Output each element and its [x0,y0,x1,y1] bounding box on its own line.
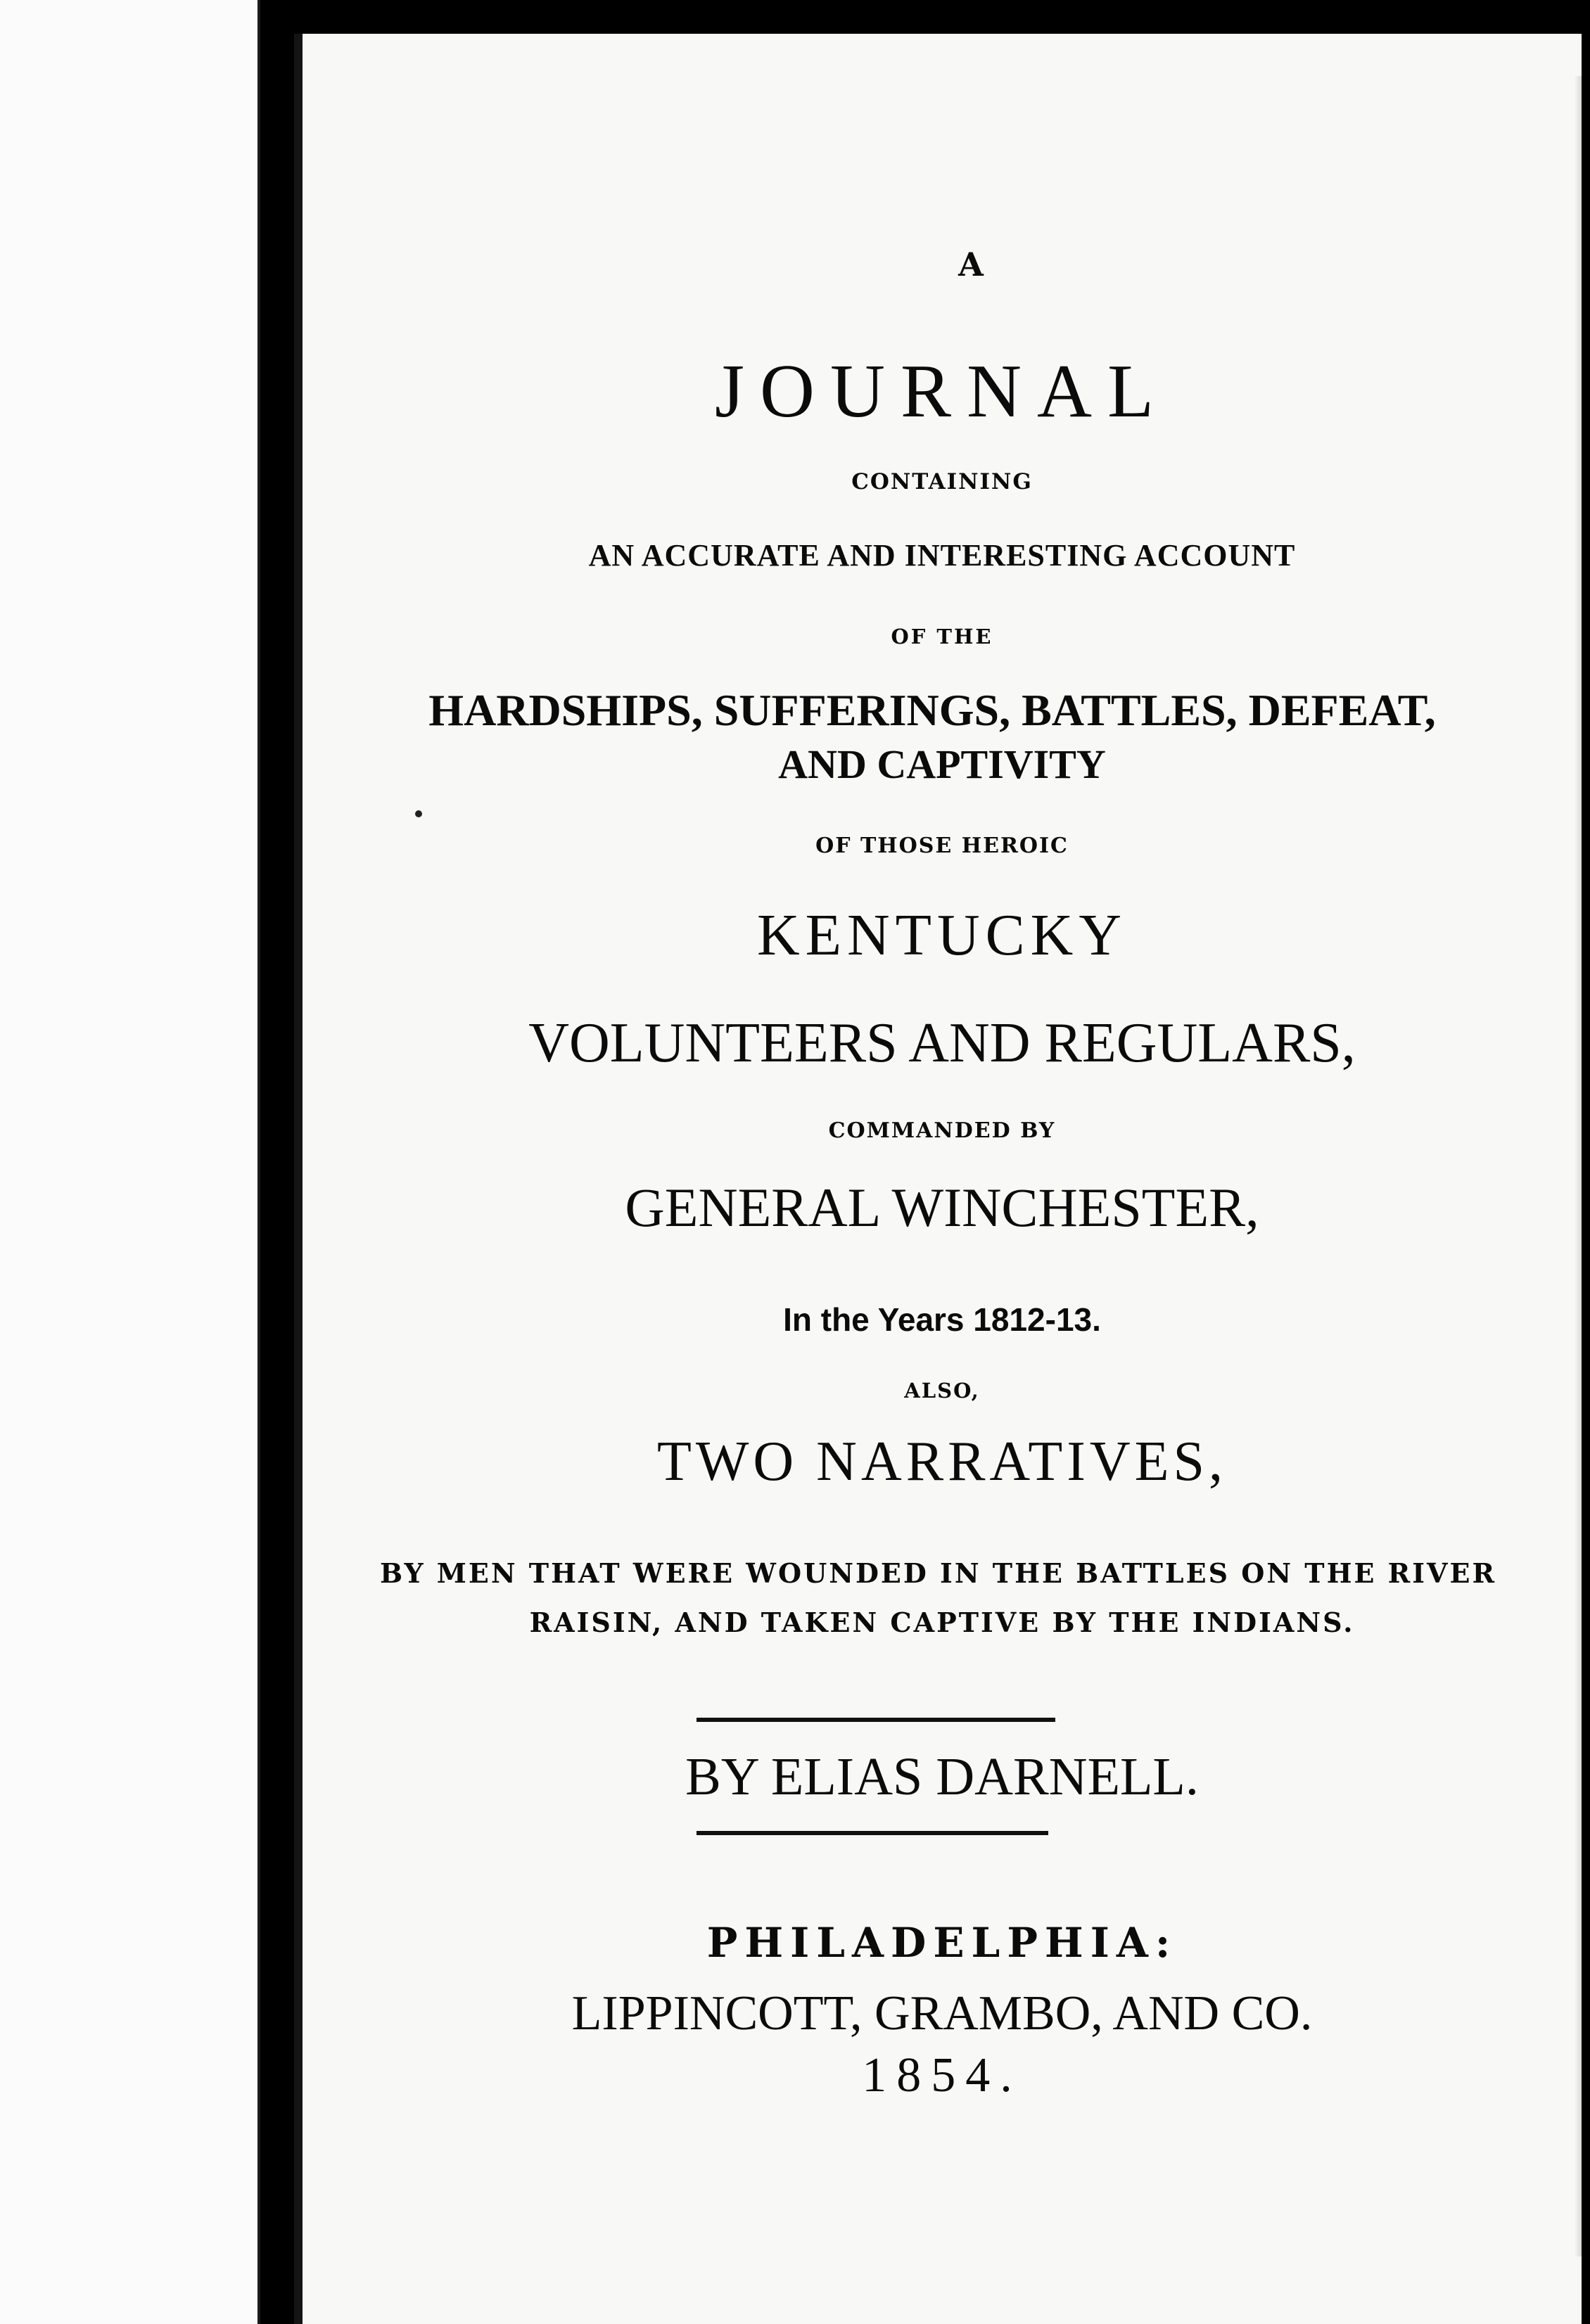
hardships-line: HARDSHIPS, SUFFERINGS, BATTLES, DEFEAT, [428,685,1436,735]
narratives-description-line-1: BY MEN THAT WERE WOUNDED IN THE BATTLES ON THE RIVER [380,1557,1497,1589]
ink-speck [415,810,422,817]
account-line: AN ACCURATE AND INTERESTING ACCOUNT [588,538,1296,573]
author-line: BY ELIAS DARNELL. [685,1747,1199,1806]
imprint-publisher: LIPPINCOTT, GRAMBO, AND CO. [571,1986,1313,2041]
facing-blank-page [0,0,260,2324]
years-line: In the Years 1812-13. [783,1301,1101,1338]
imprint-year: 1854. [862,2048,1022,2102]
of-the-label: OF THE [891,625,993,649]
narratives-heading: TWO NARRATIVES, [657,1431,1227,1493]
divider-rule-top [697,1718,1055,1722]
general-line: GENERAL WINCHESTER, [625,1177,1259,1238]
title-page [294,34,1582,2324]
kentucky-heading: KENTUCKY [757,902,1127,968]
of-those-heroic-label: OF THOSE HEROIC [815,834,1069,858]
narratives-description-line-2: RAISIN, AND TAKEN CAPTIVE BY THE INDIANS. [529,1607,1355,1638]
volunteers-line: VOLUNTEERS AND REGULARS, [528,1012,1356,1074]
commanded-by-label: COMMANDED BY [828,1118,1056,1143]
main-title: JOURNAL [714,350,1169,433]
captivity-line: AND CAPTIVITY [778,741,1106,787]
also-label: ALSO, [904,1379,980,1403]
containing-label: CONTAINING [851,469,1033,494]
divider-rule-bottom [697,1831,1048,1835]
imprint-city: PHILADELPHIA: [706,1919,1178,1967]
title-article: A [958,245,984,283]
